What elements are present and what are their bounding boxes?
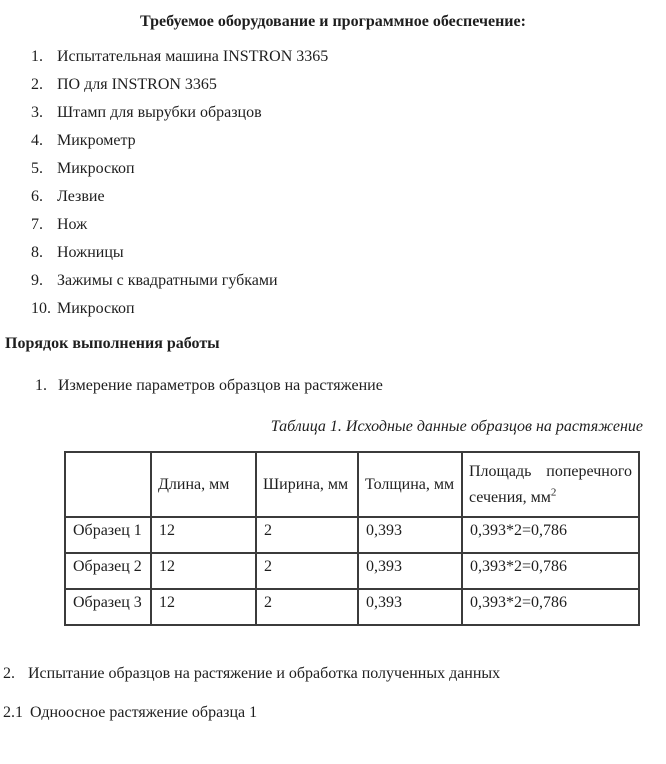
page-title: Требуемое оборудование и программное обеспечение: bbox=[140, 13, 526, 30]
header-cell-thickness: Толщина, мм bbox=[358, 452, 462, 517]
table-caption: Таблица 1. Исходные данные образцов на растяжение bbox=[270, 418, 643, 435]
list-item bbox=[31, 104, 666, 121]
item-text: Ножницы bbox=[57, 244, 124, 261]
item-text: Штамп для вырубки образцов bbox=[57, 104, 262, 121]
cell-area: 0,393*2=0,786 bbox=[462, 517, 639, 553]
item-number: 4. bbox=[31, 132, 43, 149]
cell-thickness: 0,393 bbox=[358, 553, 462, 589]
item-text: Микрометр bbox=[57, 132, 136, 149]
cell-length: 12 bbox=[151, 553, 256, 589]
table-row bbox=[65, 517, 639, 553]
area-superscript: 2 bbox=[550, 486, 557, 499]
list-item bbox=[31, 188, 666, 205]
cell-width: 2 bbox=[256, 553, 358, 589]
item-number: 5. bbox=[31, 160, 43, 177]
item-text: ПО для INSTRON 3365 bbox=[57, 76, 217, 93]
step-2 bbox=[0, 666, 666, 682]
item-number: 8. bbox=[31, 244, 43, 261]
item-text: Микроскоп bbox=[57, 160, 135, 177]
table-row bbox=[65, 589, 639, 625]
step-2-1-number: 2.1 bbox=[3, 704, 23, 721]
cell-thickness: 0,393 bbox=[358, 589, 462, 625]
cell-area: 0,393*2=0,786 bbox=[462, 553, 639, 589]
step-2-1 bbox=[0, 705, 666, 721]
item-text: Лезвие bbox=[57, 188, 105, 205]
item-number: 10. bbox=[31, 300, 51, 317]
step-2-1-text: Одноосное растяжение образца 1 bbox=[30, 704, 258, 721]
item-number: 6. bbox=[31, 188, 43, 205]
area-word-2: поперечного bbox=[546, 462, 632, 480]
equipment-list bbox=[0, 49, 666, 317]
item-text: Нож bbox=[57, 216, 88, 233]
cell-area: 0,393*2=0,786 bbox=[462, 589, 639, 625]
area-header-line2 bbox=[469, 485, 632, 511]
cell-sample-label: Образец 2 bbox=[65, 553, 151, 589]
table-header-row bbox=[65, 452, 639, 517]
section-heading: Порядок выполнения работы bbox=[5, 335, 220, 352]
cell-width: 2 bbox=[256, 517, 358, 553]
item-number: 2. bbox=[31, 76, 43, 93]
cell-sample-label: Образец 3 bbox=[65, 589, 151, 625]
area-line2-text: сечения, мм bbox=[469, 488, 551, 506]
header-cell-width: Ширина, мм bbox=[256, 452, 358, 517]
step-2-number: 2. bbox=[3, 665, 15, 682]
item-text: Зажимы с квадратными губками bbox=[57, 272, 278, 289]
cell-sample-label: Образец 1 bbox=[65, 517, 151, 553]
list-item bbox=[31, 216, 666, 233]
area-word-1: Площадь bbox=[469, 462, 532, 480]
item-number: 1. bbox=[31, 48, 43, 65]
item-number: 3. bbox=[31, 104, 43, 121]
step-text: Измерение параметров образцов на растяжение bbox=[58, 377, 383, 394]
procedure-step-1 bbox=[0, 378, 666, 394]
list-item bbox=[31, 244, 666, 261]
data-table bbox=[64, 451, 640, 626]
list-item bbox=[31, 48, 666, 65]
item-number: 7. bbox=[31, 216, 43, 233]
list-item bbox=[31, 272, 666, 289]
cell-width: 2 bbox=[256, 589, 358, 625]
cell-length: 12 bbox=[151, 589, 256, 625]
cell-length: 12 bbox=[151, 517, 256, 553]
table-row bbox=[65, 553, 639, 589]
item-text: Микроскоп bbox=[57, 300, 135, 317]
step-2-text: Испытание образцов на растяжение и обработка полученных данных bbox=[28, 665, 501, 682]
list-item bbox=[31, 132, 666, 149]
cell-thickness: 0,393 bbox=[358, 517, 462, 553]
header-cell-length: Длина, мм bbox=[151, 452, 256, 517]
header-cell-blank bbox=[65, 452, 151, 517]
item-number: 9. bbox=[31, 272, 43, 289]
list-item bbox=[31, 300, 666, 317]
header-cell-area bbox=[462, 452, 639, 517]
area-header-line1 bbox=[469, 459, 632, 485]
item-text: Испытательная машина INSTRON 3365 bbox=[57, 48, 329, 65]
list-item bbox=[31, 76, 666, 93]
list-item bbox=[31, 160, 666, 177]
step-number: 1. bbox=[35, 377, 47, 394]
